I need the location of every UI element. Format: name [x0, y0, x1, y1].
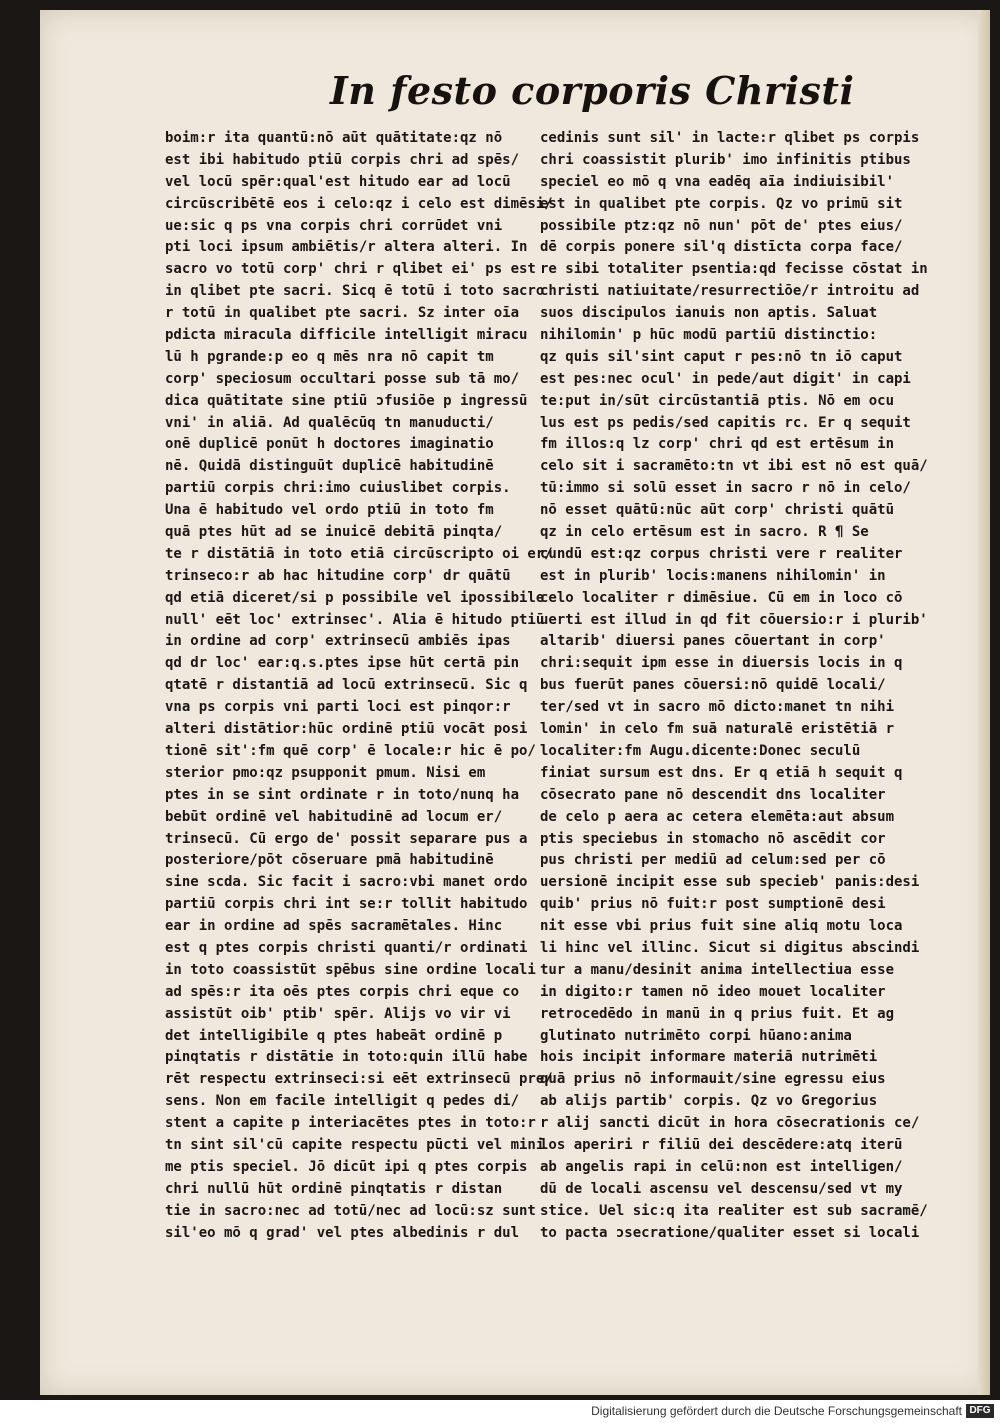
text-line: uersionē incipit esse sub specieb' panis:desi [540, 874, 920, 891]
text-line: pinqtatis r distātie in toto:quin illū habe [165, 1049, 528, 1066]
text-line: tn sint sil'cū capite respectu pūcti vel mini [165, 1136, 545, 1153]
text-line: null' eēt loc' extrinsec'. Alia ē hitudo ptiū [165, 611, 545, 628]
text-line: pus christi per mediū ad celum:sed per cō [540, 852, 886, 869]
text-line: qd etiā diceret/si p possibile vel ipossibile [165, 589, 545, 606]
left-text-column [165, 128, 565, 1244]
text-line: assistūt oib' ptib' spēr. Alijs vo vir vi [165, 1005, 511, 1022]
text-line: me ptis speciel. Jō dicūt ipi q ptes corpis [165, 1158, 528, 1175]
text-line: est q ptes corpis christi quanti/r ordinati [165, 939, 528, 956]
text-line: est in qualibet pte corpis. Qz vo primū sit [540, 195, 903, 212]
running-header: In festo corporis Christi [330, 68, 855, 113]
text-line: r totū in qualibet pte sacri. Sz inter oīa [165, 305, 520, 322]
text-line: circūscribētē eos i celo:qz i celo est dimēsi/ [165, 195, 553, 212]
text-line: est ibi habitudo ptiū corpis chri ad spēs/ [165, 151, 520, 168]
text-line: te r distātiā in toto etiā circūscripto oi er/ [165, 545, 553, 562]
text-line: nit esse vbi prius fuit sine aliq motu loca [540, 918, 903, 935]
text-line: chri coassistit plurib' imo infinitis ptibus [540, 151, 911, 168]
text-line: pdicta miracula difficile intelligit miracu [165, 327, 528, 344]
text-line: sil'eo mō q grad' vel ptes albedinis r dul [165, 1224, 520, 1241]
text-line: uerti est illud in qd fit cōuersio:r i plurib' [540, 611, 928, 628]
text-line: ue:sic q ps vna corpis chri corrūdet vni [165, 217, 503, 234]
funding-credit: Digitalisierung gefördert durch die Deutsche Forschungsgemeinschaft [591, 1404, 962, 1418]
text-line: nē. Quidā distinguūt duplicē habitudinē [165, 458, 494, 475]
text-line: chri nullū hūt ordinē pinqtatis r distan [165, 1180, 503, 1197]
text-line: localiter:fm Augu.dicente:Donec seculū [540, 742, 861, 759]
text-line: in toto coassistūt spēbus sine ordine locali [165, 961, 536, 978]
text-line: to pacta ɔsecratione/qualiter esset si locali [540, 1224, 920, 1241]
text-line: altarib' diuersi panes cōuertant in corp' [540, 633, 886, 650]
text-line: cundū est:qz corpus christi vere r realiter [540, 545, 903, 562]
text-line: pti loci ipsum ambiētis/r altera alteri. In [165, 239, 528, 256]
text-line: partiū corpis chri int se:r tollit habitudo [165, 896, 528, 913]
text-line: dē corpis ponere sil'q distīcta corpa face/ [540, 239, 903, 256]
text-line: celo localiter r dimēsiue. Cū em in loco cō [540, 589, 903, 606]
text-line: ad spēs:r ita oēs ptes corpis chri eque co [165, 983, 520, 1000]
text-line: bus fuerūt panes cōuersi:nō quidē locali/ [540, 677, 886, 694]
text-line: onē duplicē ponūt h doctores imaginatio [165, 436, 494, 453]
text-line: partiū corpis chri:imo cuiuslibet corpis. [165, 480, 511, 497]
text-line: stice. Uel sic:q ita realiter est sub sacramē/ [540, 1202, 928, 1219]
text-line: in qlibet pte sacri. Sicq ē totū i toto sacro [165, 283, 545, 300]
text-line: finiat sursum est dns. Er q etiā h sequit q [540, 764, 903, 781]
text-line: christi natiuitate/resurrectiōe/r introitu ad [540, 283, 920, 300]
text-line: est pes:nec ocul' in pede/aut digit' in capi [540, 370, 911, 387]
text-line: re sibi totaliter psentia:qd fecisse cōstat in [540, 261, 928, 278]
text-line: ear in ordine ad spēs sacramētales. Hinc [165, 918, 503, 935]
text-line: boim:r ita quantū:nō aūt quātitate:qz nō [165, 130, 503, 146]
footer-bar [0, 1400, 1000, 1423]
text-line: in ordine ad corp' extrinsecū ambiēs ipas [165, 633, 511, 650]
text-line: retrocedēdo in manū in q prius fuit. Et ag [540, 1005, 895, 1022]
right-text-column [540, 128, 940, 1244]
text-line: r alij sancti dicūt in hora cōsecrationis ce/ [540, 1115, 920, 1132]
text-line: los aperiri r filiū dei descēdere:atq iterū [540, 1136, 903, 1153]
text-line: corp' speciosum occultari posse sub tā mo/ [165, 370, 520, 387]
text-line: celo sit i sacramēto:tn vt ibi est nō est quā/ [540, 458, 928, 475]
text-line: quā prius nō informauit/sine egressu eius [540, 1071, 886, 1088]
text-line: bebūt ordinē vel habitudinē ad locum er/ [165, 808, 503, 825]
dfg-logo: DFG [966, 1404, 994, 1418]
text-line: vna ps corpis vni parti loci est pinqor:r [165, 699, 511, 716]
text-line: lomin' in celo fm suā naturalē eristētiā r [540, 721, 895, 738]
text-line: speciel eo mō q vna eadēq aīa indiuisibil' [540, 173, 895, 190]
text-line: qz quis sil'sint caput r pes:nō tn iō caput [540, 348, 903, 365]
text-line: posteriore/pōt cōseruare pmā habitudinē [165, 852, 494, 869]
text-line: alteri distātior:hūc ordinē ptiū vocāt posi [165, 721, 528, 738]
text-line: stent a capite p interiacētes ptes in toto:r [165, 1115, 536, 1132]
text-line: vel locū spēr:qual'est hitudo ear ad locū [165, 173, 511, 190]
text-line: lū h pgrande:p eo q mēs nra nō capit tm [165, 348, 494, 365]
text-line: li hinc vel illinc. Sicut si digitus abscindi [540, 939, 920, 956]
text-line: hois incipit informare materiā nutrimēti [540, 1049, 878, 1066]
text-line: ab alijs partib' corpis. Qz vo Gregorius [540, 1093, 878, 1110]
text-line: est in plurib' locis:manens nihilomin' in [540, 567, 886, 584]
text-line: vni' in aliā. Ad qualēcūq tn manuducti/ [165, 414, 494, 431]
text-line: nō esset quātū:nūc aūt corp' christi quātū [540, 502, 895, 519]
text-line: Una ē habitudo vel ordo ptiū in toto fm [165, 502, 494, 519]
text-line: sterior pmo:qz psupponit pmum. Nisi em [165, 764, 486, 781]
text-line: in digito:r tamen nō ideo mouet localiter [540, 983, 886, 1000]
text-line: qtatē r distantiā ad locū extrinsecū. Sic q [165, 677, 528, 694]
text-line: dica quātitate sine ptiū ɔfusiōe p ingressū [165, 392, 528, 409]
text-line: sine scda. Sic facit i sacro:vbi manet ordo [165, 874, 528, 891]
text-line: sens. Non em facile intelligit q pedes di/ [165, 1093, 520, 1110]
text-line: trinsecū. Cū ergo de' possit separare pus a [165, 830, 528, 847]
text-line: sacro vo totū corp' chri r qlibet ei' ps est [165, 261, 536, 278]
text-line: suos discipulos ianuis non aptis. Saluat [540, 305, 878, 322]
text-line: glutinato nutrimēto corpi hūano:anima [540, 1027, 852, 1044]
text-line: ptes in se sint ordinate r in toto/nunq ha [165, 786, 520, 803]
text-line: cōsecrato pane nō descendit dns localiter [540, 786, 886, 803]
text-line: possibile ptz:qz nō nun' pōt de' ptes eius/ [540, 217, 903, 234]
text-line: det intelligibile q ptes habeāt ordinē p [165, 1027, 503, 1044]
text-line: qz in celo ertēsum est in sacro. R ¶ Se [540, 524, 869, 541]
text-line: cedinis sunt sil' in lacte:r qlibet ps corpis [540, 130, 920, 146]
text-line: tū:immo si solū esset in sacro r nō in celo/ [540, 480, 911, 497]
text-line: te:put in/sūt circūstantiā ptis. Nō em ocu [540, 392, 895, 409]
text-line: tur a manu/desinit anima intellectiua esse [540, 961, 895, 978]
text-line: fm illos:q lz corp' chri qd est ertēsum in [540, 436, 895, 453]
text-line: ter/sed vt in sacro mō dicto:manet tn nihi [540, 699, 895, 716]
text-line: rēt respectu extrinseci:si eēt extrinsecū pre/ [165, 1071, 553, 1088]
text-line: ab angelis rapi in celū:non est intelligen/ [540, 1158, 903, 1175]
text-line: qd dr loc' ear:q.s.ptes ipse hūt certā pin [165, 655, 520, 672]
text-line: dū de locali ascensu vel descensu/sed vt my [540, 1180, 903, 1197]
text-line: tie in sacro:nec ad totū/nec ad locū:sz sunt [165, 1202, 536, 1219]
text-line: trinseco:r ab hac hitudine corp' dr quātū [165, 567, 511, 584]
text-line: nihilomin' p hūc modū partiū distinctio: [540, 327, 878, 344]
page-edge [978, 10, 990, 1395]
text-line: de celo p aera ac cetera elemēta:aut absum [540, 808, 895, 825]
text-line: quib' prius nō fuit:r post sumptionē desi [540, 896, 886, 913]
text-line: lus est ps pedis/sed capitis rc. Er q sequit [540, 414, 911, 431]
text-line: tionē sit':fm quē corp' ē locale:r hic ē po/ [165, 742, 536, 759]
text-line: ptis speciebus in stomacho nō ascēdit cor [540, 830, 886, 847]
text-line: chri:sequit ipm esse in diuersis locis in q [540, 655, 903, 672]
text-line: quā ptes hūt ad se inuicē debitā pinqta/ [165, 524, 503, 541]
